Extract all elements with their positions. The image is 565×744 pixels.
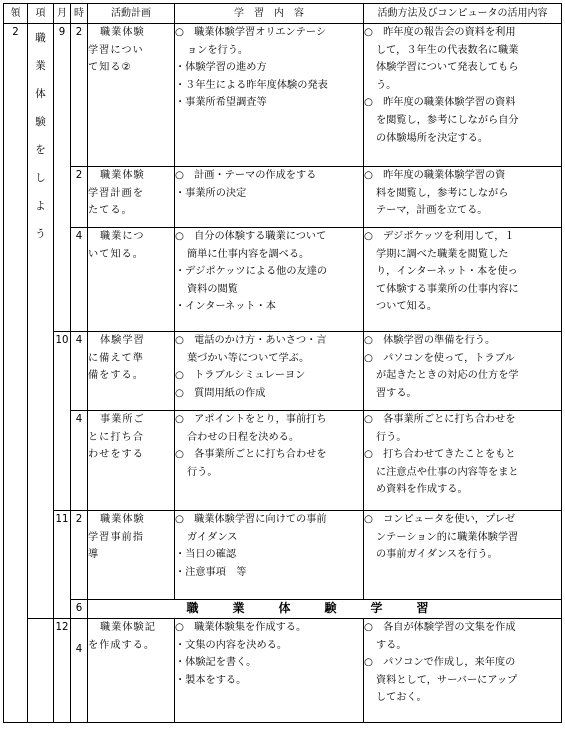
text-line: の事前ガイダンスを行う。 bbox=[376, 549, 498, 561]
header-method: 活動方法及びコンピュータの活用内容 bbox=[364, 4, 562, 24]
method-cell bbox=[364, 511, 562, 600]
learning-content-cell bbox=[175, 332, 364, 411]
table-row bbox=[4, 619, 562, 723]
text-line: ○ 昨年度の職業体験学習の資 bbox=[364, 170, 506, 181]
learning-content-cell bbox=[175, 511, 364, 600]
text-line: ○ 質問用紙の作成 bbox=[175, 387, 266, 399]
text-line: に注意点や仕事の内容等をまと bbox=[376, 466, 519, 478]
text-line: に備えて準 bbox=[88, 352, 144, 364]
text-line: ○ パソコンで作成し，来年度の bbox=[364, 657, 516, 669]
method-cell bbox=[364, 228, 562, 332]
text-line: 体験学習について発表してもら bbox=[376, 62, 519, 74]
text-line: 事業所ご bbox=[100, 414, 145, 425]
text-line: り，インターネット・本を使っ bbox=[376, 266, 518, 278]
text-line: を閲覧し，参考にしながら自分 bbox=[376, 114, 519, 126]
text-line: 資料の閲覧 bbox=[187, 283, 238, 295]
text-line: たてる。 bbox=[88, 205, 133, 217]
text-line: 行う。 bbox=[187, 466, 218, 478]
text-line: 職業体験 bbox=[100, 514, 145, 525]
table-row bbox=[4, 600, 562, 619]
work-experience-banner: 職業体験学習 bbox=[88, 600, 562, 619]
table-row bbox=[4, 24, 562, 167]
text-line: しておく。 bbox=[376, 692, 427, 704]
activity-plan-cell bbox=[88, 167, 175, 228]
text-line: て体験する事業所の仕事内容に bbox=[376, 283, 519, 295]
method-cell bbox=[364, 411, 562, 511]
item-char: 体 bbox=[35, 88, 46, 100]
text-line: 習する。 bbox=[376, 387, 417, 399]
text-line: して，３年生の代表数名に職業 bbox=[376, 44, 519, 56]
hours-cell: 4 bbox=[71, 228, 88, 332]
text-line: ・文集の内容を決める。 bbox=[175, 639, 288, 651]
text-line: ・事業所の決定 bbox=[175, 187, 247, 199]
text-line: わせをする bbox=[88, 449, 144, 461]
text-line: ・インターネット・本 bbox=[175, 301, 276, 313]
table-row bbox=[4, 167, 562, 228]
domain-cell: 2 bbox=[4, 24, 28, 723]
text-line: ・体験学習の進め方 bbox=[175, 62, 267, 74]
text-line: 職業につ bbox=[100, 231, 145, 242]
method-cell bbox=[364, 24, 562, 167]
text-line: ンテーション的に職業体験学習 bbox=[376, 531, 519, 543]
text-line: ついて知る。 bbox=[376, 301, 438, 313]
learning-content-cell bbox=[175, 411, 364, 511]
text-line: ョンを行う。 bbox=[187, 44, 249, 56]
text-line: ・当日の確認 bbox=[175, 549, 237, 561]
text-line: 学習につい bbox=[88, 44, 144, 56]
text-line: 合わせの日程を決める。 bbox=[187, 431, 300, 443]
text-line: 導 bbox=[88, 549, 100, 561]
table-row bbox=[4, 228, 562, 332]
item-cell bbox=[28, 24, 54, 619]
header-activity-plan: 活動計画 bbox=[88, 4, 175, 24]
hours-cell: 4 bbox=[71, 332, 88, 411]
text-line: 職業体験 bbox=[100, 27, 145, 38]
text-line: ○ 電話のかけ方・あいさつ・言 bbox=[175, 335, 327, 346]
text-line: ○ 自分の体験する職業について bbox=[175, 231, 327, 242]
text-line: う。 bbox=[376, 79, 397, 91]
month-cell: 10 bbox=[54, 332, 71, 511]
activity-plan-cell bbox=[88, 332, 175, 411]
header-learning-content: 学 習 内 容 bbox=[175, 4, 364, 24]
item-char: し bbox=[35, 172, 46, 184]
learning-content-cell bbox=[175, 619, 364, 723]
table-row bbox=[4, 511, 562, 600]
text-line: ・デジポケッツによる他の友達の bbox=[175, 266, 328, 278]
text-line: ○ 職業体験学習に向けての事前 bbox=[175, 514, 327, 525]
text-line: ・注意事項 等 bbox=[175, 566, 247, 578]
month-cell: 9 bbox=[54, 24, 71, 332]
text-line: 行う。 bbox=[376, 431, 407, 443]
text-line: ○ 各事業所ごとに打ち合わせを bbox=[364, 414, 516, 425]
table-row bbox=[4, 332, 562, 411]
learning-content-cell bbox=[175, 24, 364, 167]
item-char: 業 bbox=[35, 60, 46, 72]
activity-plan-cell bbox=[88, 228, 175, 332]
method-cell bbox=[364, 619, 562, 723]
text-line: ○ トラブルシミュレーヨン bbox=[175, 370, 306, 382]
item-char: よ bbox=[35, 200, 46, 212]
activity-plan-cell bbox=[88, 24, 175, 167]
text-line: ・体験記を書く。 bbox=[175, 657, 257, 669]
item-char: う bbox=[35, 228, 46, 240]
text-line: ○ 昨年度の報告会の資料を利用 bbox=[364, 27, 516, 38]
text-line: 葉づかい等について学ぶ。 bbox=[187, 352, 310, 364]
text-line: いて知る。 bbox=[88, 248, 144, 260]
text-line: ○ 職業体験学習オリエンテーシ bbox=[175, 27, 327, 38]
text-line: 資料として，サーバーにアップ bbox=[376, 674, 518, 686]
item-char: を bbox=[35, 144, 46, 156]
text-line: ○ アポイントをとり，事前打ち bbox=[175, 414, 327, 425]
text-line: 学習計画を bbox=[88, 187, 144, 199]
header-domain: 領 bbox=[4, 4, 28, 24]
text-line: 料を閲覧し，参考にしながら bbox=[376, 187, 509, 199]
table-row bbox=[4, 411, 562, 511]
text-line: め資料を作成する。 bbox=[376, 484, 468, 496]
text-line: テーマ，計画を立てる。 bbox=[376, 205, 488, 217]
header-row bbox=[4, 4, 562, 24]
item-char: 職 bbox=[35, 32, 46, 44]
header-month: 月 bbox=[54, 4, 71, 24]
hours-cell: 4 bbox=[71, 619, 88, 723]
text-line: 簡単に仕事内容を調べる。 bbox=[187, 248, 310, 260]
hours-cell: 2 bbox=[71, 167, 88, 228]
text-line: の体験場所を決定する。 bbox=[376, 132, 489, 144]
hours-cell: 4 bbox=[71, 411, 88, 511]
activity-plan-cell bbox=[88, 511, 175, 600]
text-line: ・製本をする。 bbox=[175, 674, 247, 686]
text-line: ○ パソコンを使って，トラブル bbox=[364, 352, 515, 364]
text-line: する。 bbox=[376, 639, 407, 651]
text-line: が起きたときの対応の仕方を学 bbox=[376, 370, 519, 382]
method-cell bbox=[364, 167, 562, 228]
header-item: 項 bbox=[28, 4, 54, 24]
text-line: 学期に調べた職業を閲覧した bbox=[376, 248, 509, 260]
item-cell-empty bbox=[28, 619, 54, 723]
learning-content-cell bbox=[175, 167, 364, 228]
month-cell: 11 bbox=[54, 511, 71, 619]
hours-cell: 2 bbox=[71, 511, 88, 600]
text-line: とに打ち合 bbox=[88, 431, 144, 443]
text-line: て知る② bbox=[88, 62, 132, 74]
text-line: ○ デジポケッツを利用して，１ bbox=[364, 231, 515, 242]
hours-cell: 6 bbox=[71, 600, 88, 619]
text-line: ○ 体験学習の準備を行う。 bbox=[364, 335, 496, 346]
text-line: 職業体験 bbox=[100, 170, 145, 181]
text-line: 備をする。 bbox=[88, 370, 144, 382]
header-hours: 時 bbox=[71, 4, 88, 24]
text-line: ○ 職業体験集を作成する。 bbox=[175, 622, 307, 633]
activity-plan-cell bbox=[88, 411, 175, 511]
text-line: ○ 各自が体験学習の文集を作成 bbox=[364, 622, 516, 633]
method-cell bbox=[364, 332, 562, 411]
item-char: 験 bbox=[35, 116, 46, 128]
hours-cell: 2 bbox=[71, 24, 88, 167]
activity-plan-cell bbox=[88, 619, 175, 723]
text-line: ○ 計画・テーマの作成をする bbox=[175, 170, 317, 181]
text-line: ○ 各事業所ごとに打ち合わせを bbox=[175, 449, 327, 461]
lesson-plan-table bbox=[3, 3, 562, 723]
text-line: を作成する。 bbox=[88, 639, 156, 651]
text-line: ガイダンス bbox=[187, 531, 238, 543]
text-line: ・事業所希望調査等 bbox=[175, 97, 267, 109]
month-cell: 12 bbox=[54, 619, 71, 723]
text-line: 職業体験記 bbox=[100, 622, 156, 633]
learning-content-cell bbox=[175, 228, 364, 332]
text-line: ・３年生による昨年度体験の発表 bbox=[175, 79, 328, 91]
text-line: 体験学習 bbox=[100, 335, 145, 346]
text-line: ○ 昨年度の職業体験学習の資料 bbox=[364, 97, 516, 109]
text-line: 学習事前指 bbox=[88, 531, 144, 543]
text-line: ○ 打ち合わせてきたことをもと bbox=[364, 449, 516, 461]
text-line: ○ コンピュータを使い，プレゼ bbox=[364, 514, 516, 525]
